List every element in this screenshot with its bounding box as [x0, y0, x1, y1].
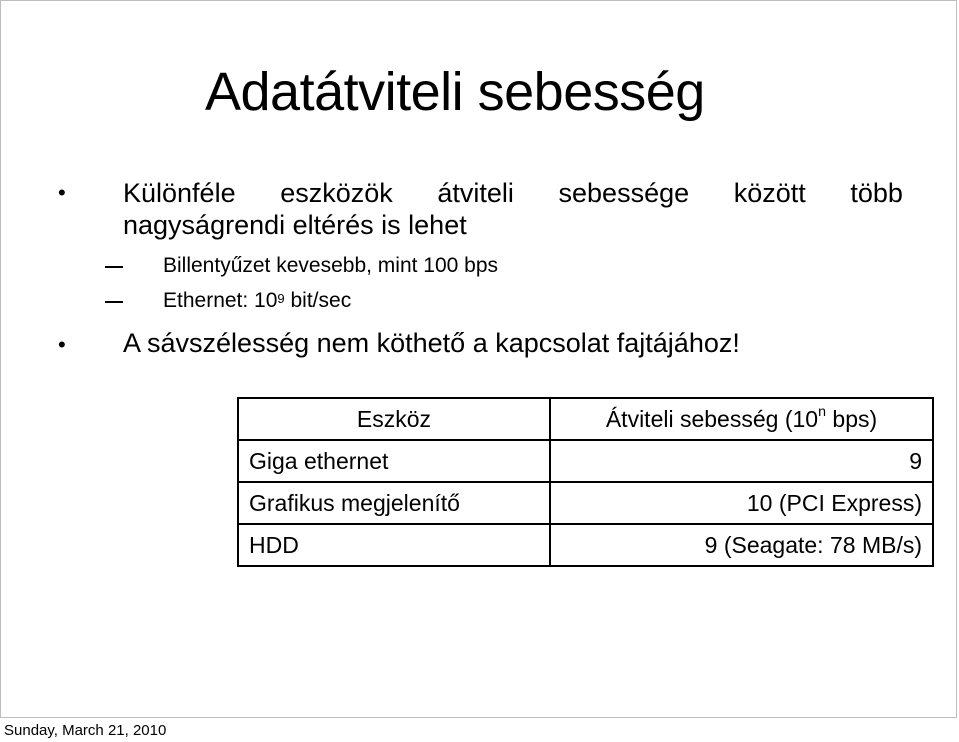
bullet-dot-icon: •: [58, 180, 66, 205]
header-speed-exponent: n: [818, 403, 827, 420]
ethernet-prefix: Ethernet: 10: [163, 289, 278, 312]
table-header-row: [238, 398, 933, 440]
table-row: [238, 524, 933, 566]
word: eszközök: [280, 178, 393, 208]
bullet-1: [123, 177, 903, 241]
device-speed: 9: [550, 440, 933, 482]
ethernet-suffix: bit/sec: [284, 289, 352, 312]
sub-bullet-ethernet: [163, 287, 351, 315]
table-row: [238, 440, 933, 482]
dash-icon: [105, 301, 123, 303]
word: több: [850, 178, 903, 208]
word: átviteli: [437, 178, 514, 208]
device-name: Giga ethernet: [238, 440, 550, 482]
bullet-dot-icon: •: [58, 332, 66, 357]
device-name: HDD: [238, 524, 550, 566]
ethernet-exponent: 9: [277, 291, 285, 306]
table-row: [238, 482, 933, 524]
word: sebessége: [558, 178, 690, 208]
device-speed: 9 (Seagate: 78 MB/s): [550, 524, 933, 566]
bullet-1-line-2: nagyságrendi eltérés is lehet: [123, 210, 467, 240]
device-name: Grafikus megjelenítő: [238, 482, 550, 524]
header-device: Eszköz: [238, 398, 550, 440]
speed-table: [237, 397, 934, 567]
sub-bullet-keyboard: Billentyűzet kevesebb, mint 100 bps: [163, 254, 499, 277]
bullet-1-line-1: [123, 177, 903, 209]
word: között: [733, 178, 806, 208]
footer-date: Sunday, March 21, 2010: [4, 722, 167, 739]
header-speed: [550, 398, 933, 440]
bullet-2: A sávszélesség nem köthető a kapcsolat fajtájához!: [123, 328, 740, 358]
header-speed-suffix: bps): [826, 405, 878, 432]
slide-title: Adatátviteli sebesség: [205, 62, 705, 122]
dash-icon: [105, 266, 123, 268]
device-speed: 10 (PCI Express): [550, 482, 933, 524]
word: Különféle: [123, 178, 236, 208]
header-speed-prefix: Átviteli sebesség (10: [605, 405, 819, 432]
